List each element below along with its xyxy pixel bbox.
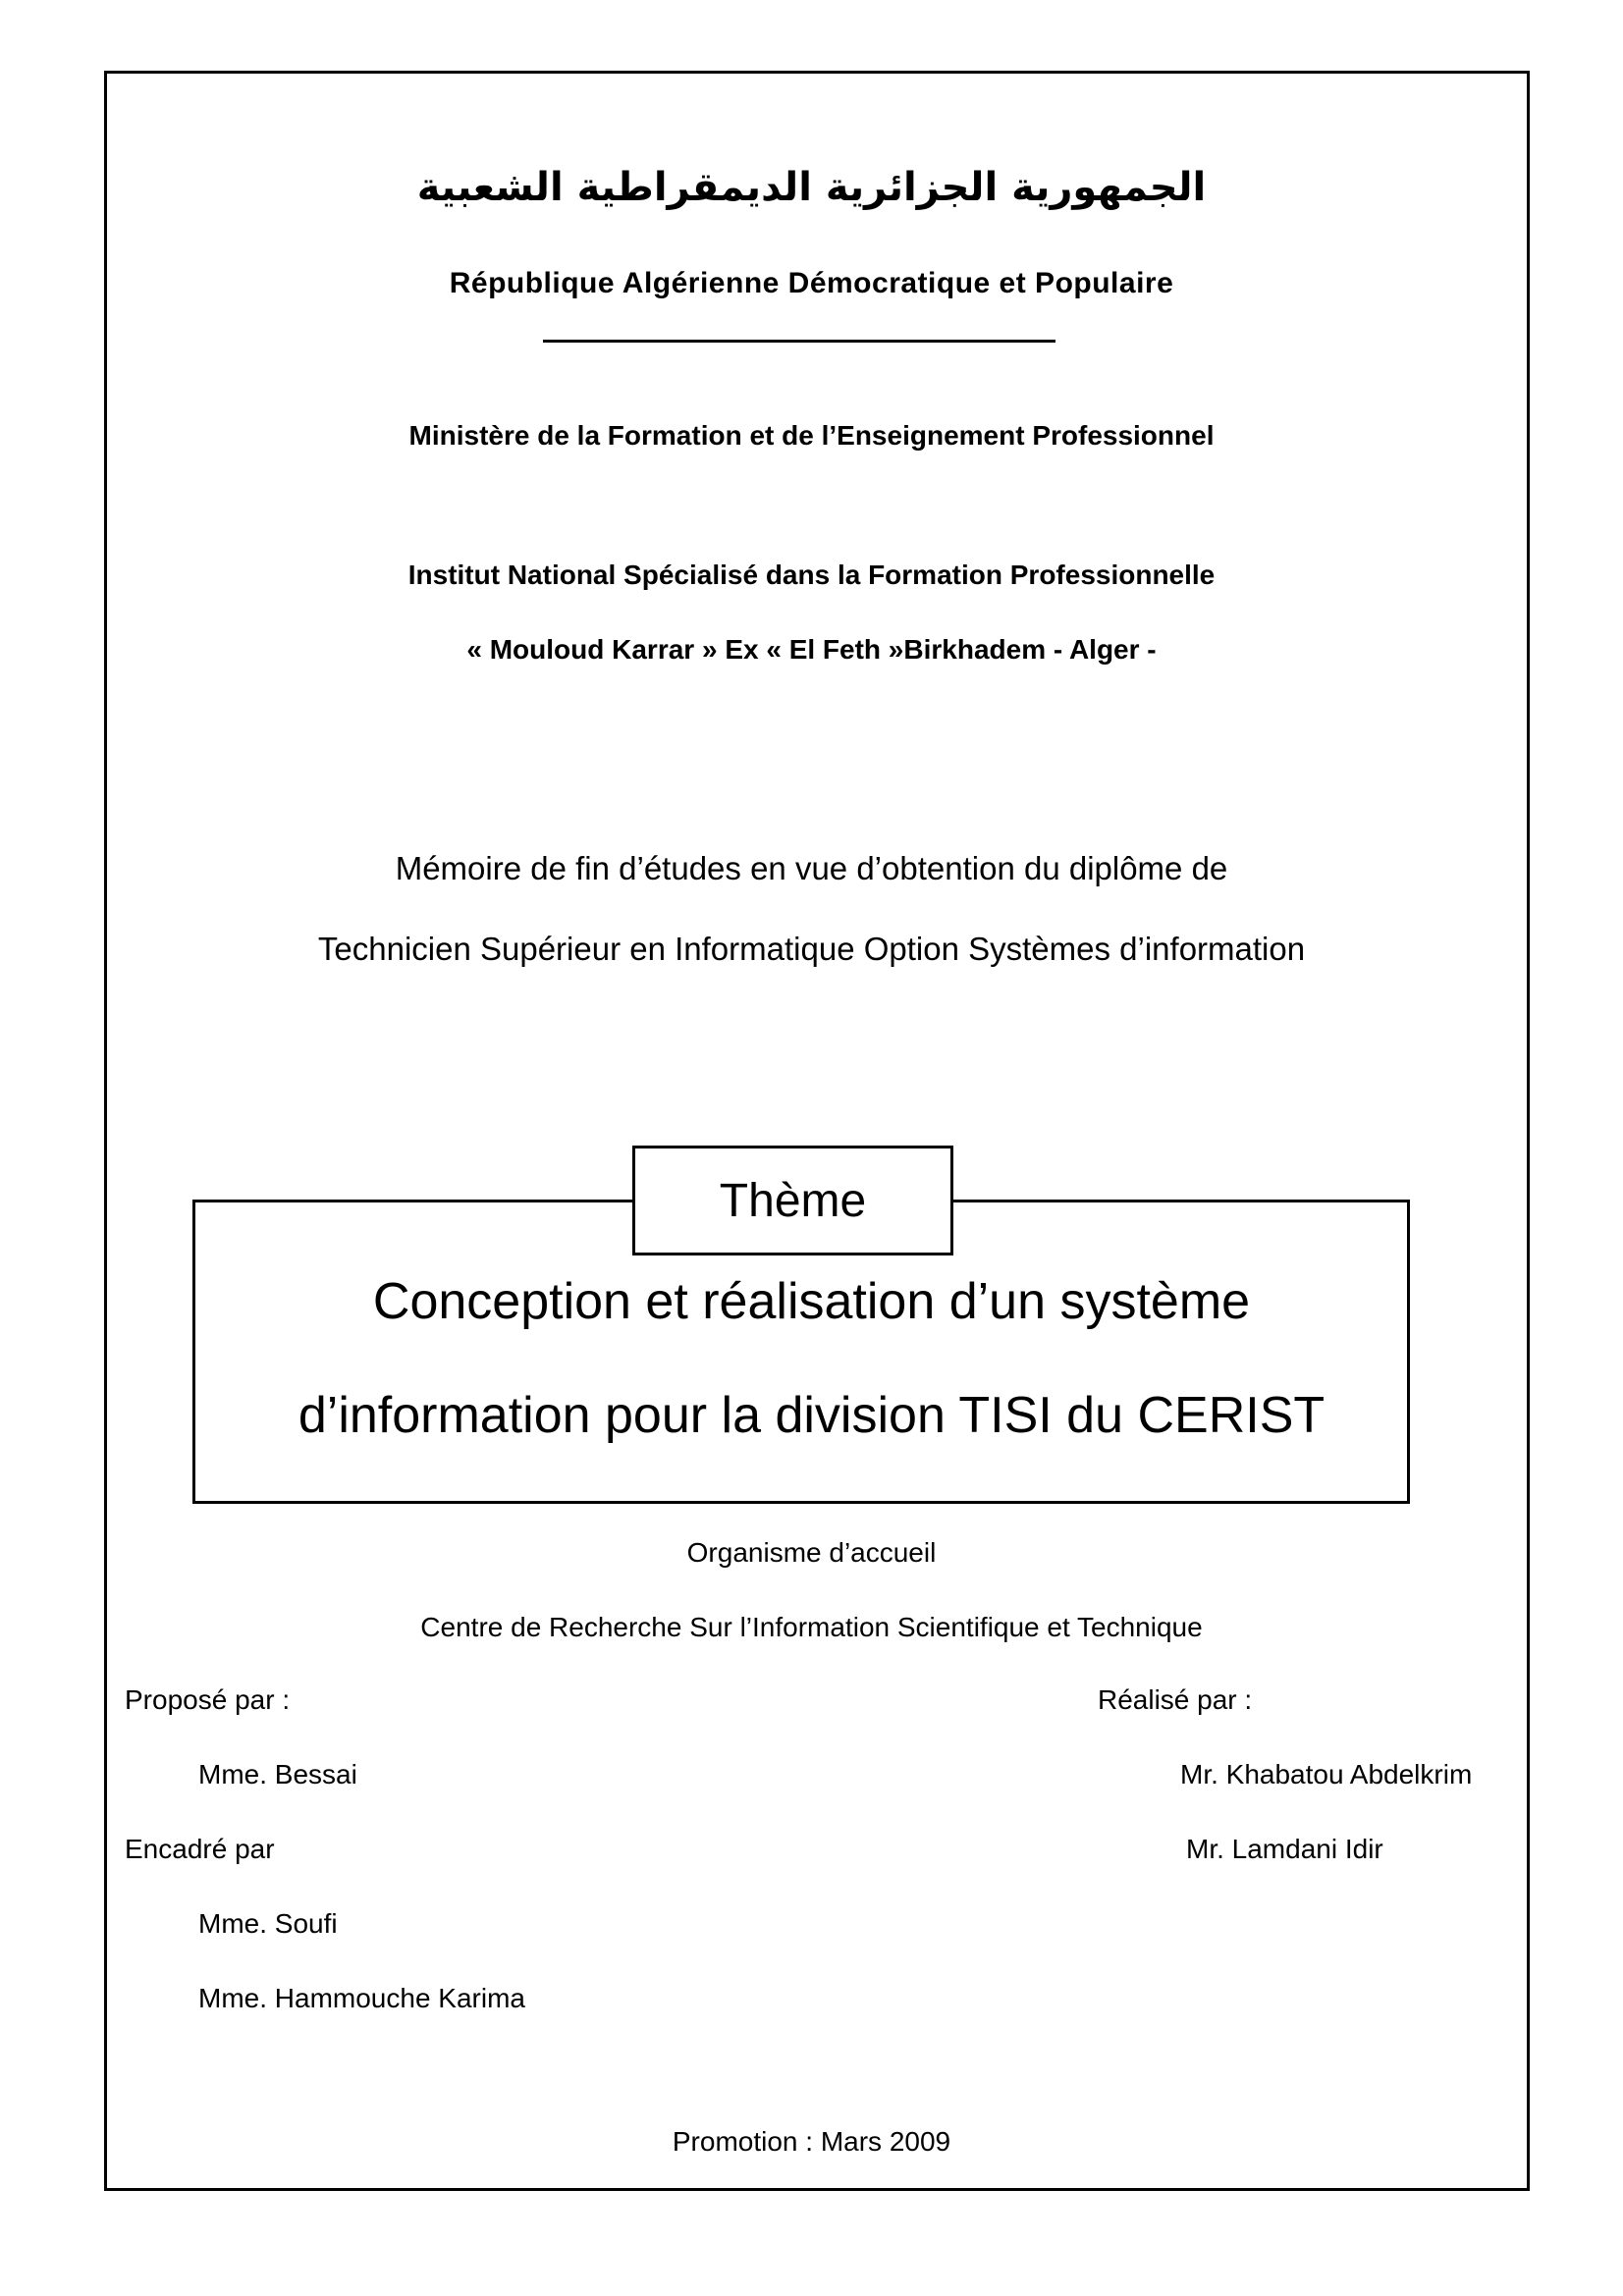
institute-name: Institut National Spécialisé dans la Formation Professionnelle — [407, 560, 1216, 590]
supervisor-name-1: Mme. Soufi — [198, 1908, 338, 1939]
supervisor-name-2: Mme. Hammouche Karima — [198, 1983, 525, 2013]
theme-title-line-2: d’information pour la division TISI du CERIST — [298, 1387, 1325, 1444]
page-border — [104, 71, 1530, 2191]
proposed-by-label: Proposé par : — [125, 1684, 291, 1715]
institute-subtitle: « Mouloud Karrar » Ex « El Feth »Birkhadem - Alger - — [466, 634, 1157, 665]
memoire-line-2: Technicien Supérieur en Informatique Option Systèmes d’information — [317, 931, 1306, 967]
arabic-title: الجمهورية الجزائرية الديمقراطية الشعبية — [416, 165, 1207, 210]
host-organization-label: Organisme d’accueil — [686, 1537, 937, 1568]
theme-title-line-1: Conception et réalisation d’un système — [372, 1273, 1251, 1330]
promotion-date: Promotion : Mars 2009 — [672, 2126, 951, 2157]
host-organization-name: Centre de Recherche Sur l’Information Scientifique et Technique — [420, 1612, 1203, 1642]
republic-title: République Algérienne Démocratique et Populaire — [449, 267, 1174, 299]
author-name-2: Mr. Lamdani Idir — [1186, 1834, 1383, 1864]
theme-label: Thème — [632, 1146, 953, 1255]
ministry-name: Ministère de la Formation et de l’Enseignement Professionnel — [408, 420, 1215, 451]
memoire-line-1: Mémoire de fin d’études en vue d’obtention du diplôme de — [395, 850, 1228, 886]
realized-by-label: Réalisé par : — [1098, 1684, 1253, 1715]
proposed-by-name: Mme. Bessai — [198, 1759, 357, 1789]
author-name-1: Mr. Khabatou Abdelkrim — [1180, 1759, 1473, 1789]
title-separator — [543, 340, 1055, 343]
supervised-by-label: Encadré par — [125, 1834, 275, 1864]
